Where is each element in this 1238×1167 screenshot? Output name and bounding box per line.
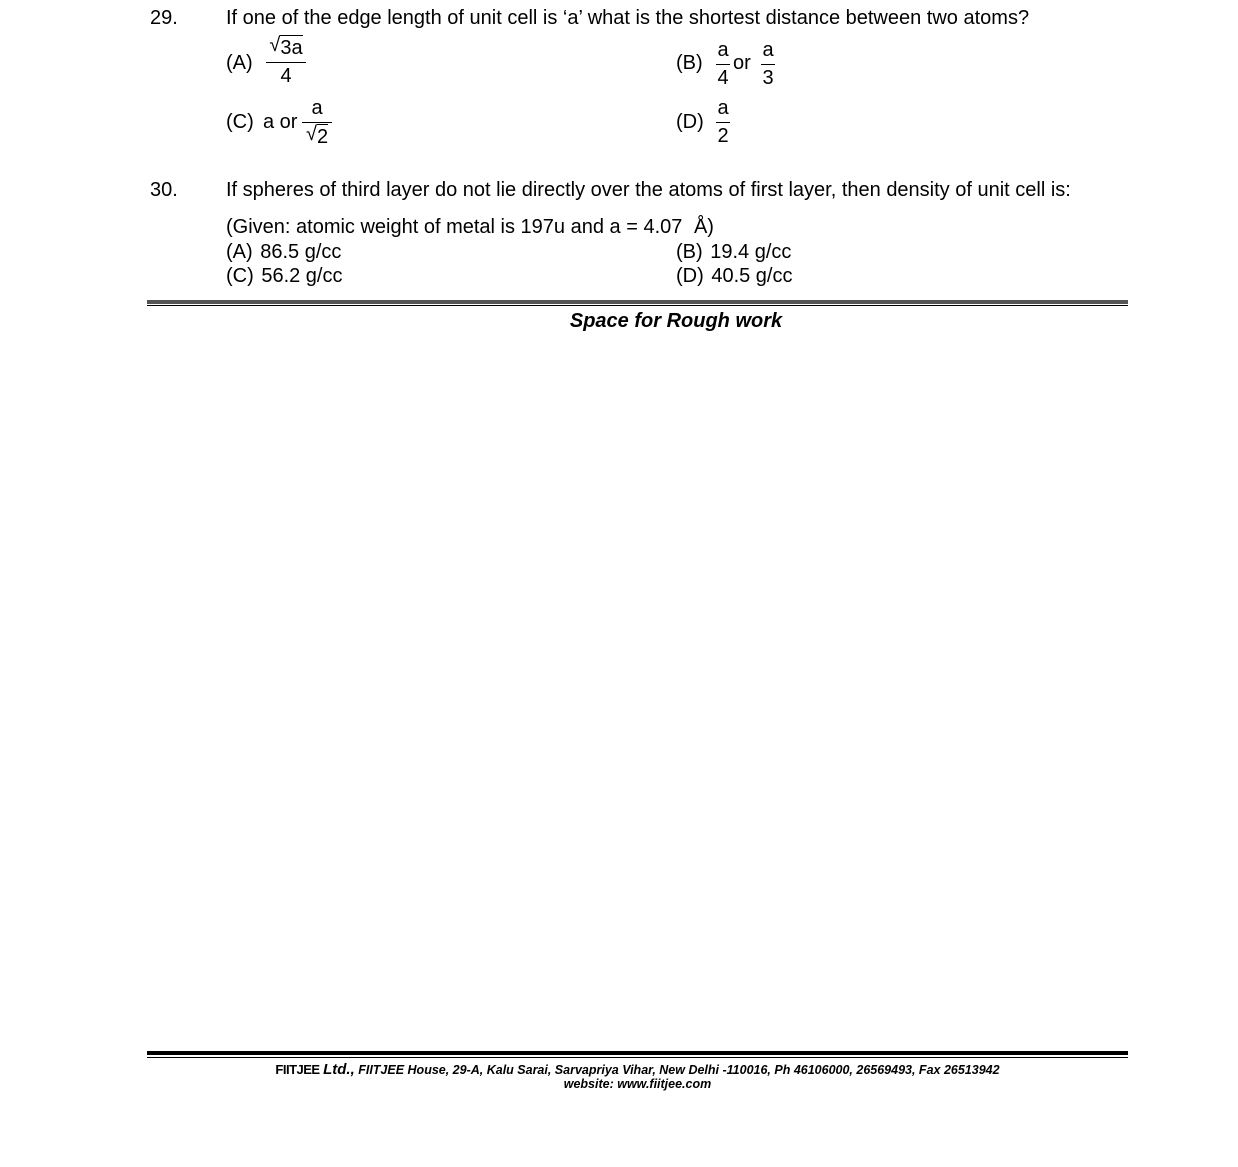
question-number-30: 30. [150,179,178,201]
fraction-denominator: 2 [316,126,329,148]
given-line [226,215,714,239]
footer-ltd: Ltd., [323,1061,355,1078]
footer-address: FIITJEE House, 29-A, Kalu Sarai, Sarvapriya Vihar, New Delhi -110016, Ph 46106000, 26569493, Fax 26513942 [358,1063,1000,1077]
sqrt-expression [306,124,328,149]
option-label-c: (C) [226,265,254,287]
fraction-numerator: a [717,97,729,119]
option-a-text: 86.5 g/cc [260,241,342,263]
fraction-numerator: a [717,39,729,61]
fraction-numerator: a [311,97,323,119]
radical-sign: √ [269,34,281,56]
divider-thin [147,305,1128,306]
sqrt-expression [269,35,302,60]
option-30-b [676,240,791,264]
fraction-bar [761,64,775,65]
fraction-option-b-second [761,38,775,90]
option-d-text: 40.5 g/cc [711,265,793,287]
fraction-bar [716,122,730,123]
option-30-a [226,240,341,264]
option-c-text: 56.2 g/cc [261,265,343,287]
fraction-bar [716,64,730,65]
fraction-numerator: a [762,39,774,61]
radical-sign: √ [305,123,317,145]
option-label-a: (A) [226,241,253,263]
fraction-denominator: 2 [717,125,729,147]
option-label-a: (A) [226,52,253,74]
given-suffix: ) [707,216,714,238]
fraction-option-c [302,96,332,149]
footer-website: website: www.fiitjee.com [563,1077,712,1091]
option-b-text: 19.4 g/cc [710,241,792,263]
option-label-b: (B) [676,241,703,263]
option-label-d: (D) [676,265,704,287]
angstrom-unit: Å [693,216,708,238]
option-label-c: (C) [226,111,254,133]
question-text-30: If spheres of third layer do not lie directly over the atoms of first layer, then density of unit cell is: [226,179,1071,201]
divider-thick [147,300,1128,304]
fraction-bar [266,62,306,63]
option-b-or: or [733,52,751,74]
fraction-denominator: 4 [280,65,292,87]
fraction-numerator: 3a [280,37,303,59]
fraction-option-a [266,35,306,88]
rough-work-heading: Space for Rough work [569,310,783,332]
option-30-c [226,264,343,288]
option-30-d [676,264,793,288]
fraction-option-d [716,96,730,148]
question-number-29: 29. [150,7,178,29]
footer-divider-thin [147,1057,1128,1058]
question-text-29: If one of the edge length of unit cell is ‘a’ what is the shortest distance between two atoms? [226,7,1030,29]
footer-divider-thick [147,1051,1128,1055]
fraction-denominator: 4 [717,67,729,89]
option-label-d: (D) [676,111,704,133]
given-prefix: (Given: atomic weight of metal is 197u and a = 4.07 [226,216,683,238]
fraction-option-b-first [716,38,730,90]
footer-brand: FIITJEE [275,1062,320,1077]
option-c-prefix: a or [263,111,298,133]
option-label-b: (B) [676,52,703,74]
footer-address-line [147,1062,1128,1078]
fraction-denominator: 3 [762,67,774,89]
